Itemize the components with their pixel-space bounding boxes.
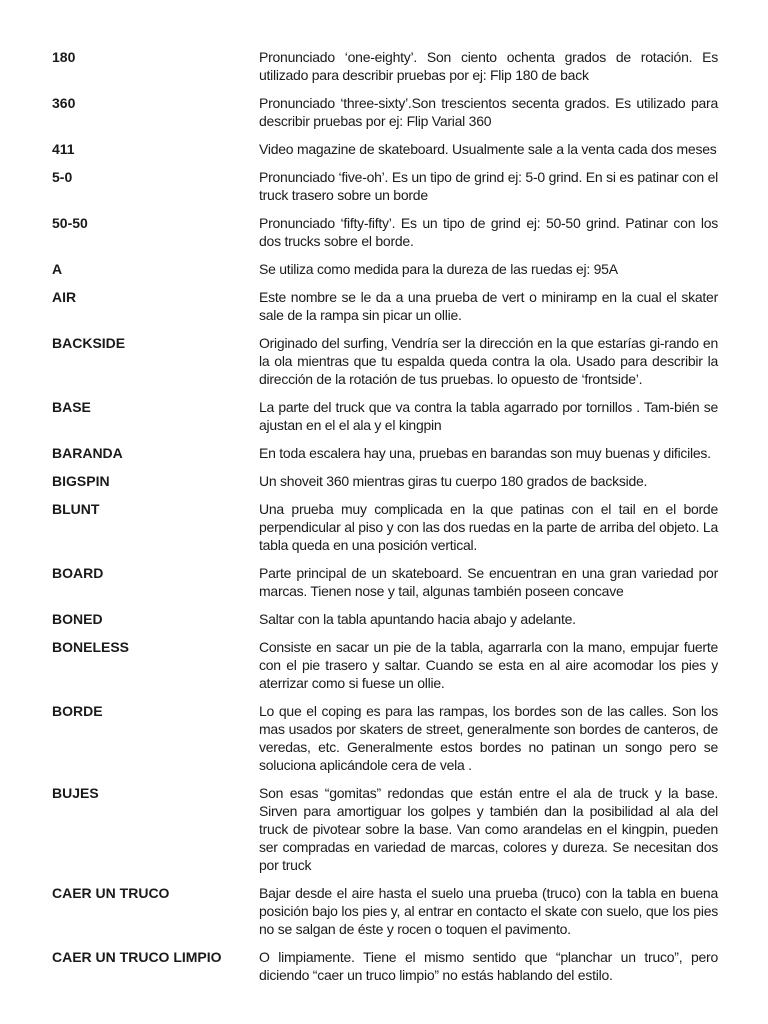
glossary-entry	[52, 472, 718, 490]
glossary-entry	[52, 948, 718, 984]
glossary-entry	[52, 168, 718, 204]
glossary-entry	[52, 48, 718, 84]
glossary-term: BASE	[52, 399, 91, 415]
glossary-definition: Un shoveit 360 mientras giras tu cuerpo 180 grados de backside.	[259, 473, 648, 489]
glossary-definition: Pronunciado ‘one-eighty’. Son ciento ochenta grados de rotación. Es utilizado para describir pruebas por ej: Flip 180 de back	[259, 49, 718, 83]
glossary-entry	[52, 884, 718, 938]
glossary-entry	[52, 214, 718, 250]
glossary-entry	[52, 444, 718, 462]
glossary-term: 50-50	[52, 215, 88, 231]
glossary-definition: Parte principal de un skateboard. Se encuentran en una gran variedad por marcas. Tienen nose y tail, algunas también poseen concave	[259, 565, 718, 599]
glossary-definition: Originado del surfing, Vendría ser la dirección en la que estarías gi-rando en la ola mientras que tu espalda queda contra la ola. Usado para describir la dirección de la rotación de tus pruebas. lo opuesto de ‘frontside’.	[259, 335, 718, 387]
glossary-definition: Pronunciado ‘three-sixty’.Son trescientos secenta grados. Es utilizado para describir pruebas por ej: Flip Varial 360	[259, 95, 718, 129]
glossary-definition: Son esas “gomitas” redondas que están entre el ala de truck y la base. Sirven para amortiguar los golpes y también dan la posibilidad al ala del truck de pivotear sobre la base. Van como arandelas en el kingpin, pueden ser compradas en variedad de marcas, colores y dureza. Se necesitan dos por truck	[259, 785, 718, 873]
glossary-term: BOARD	[52, 565, 104, 581]
glossary-definition: En toda escalera hay una, pruebas en barandas son muy buenas y dificiles.	[259, 445, 711, 461]
glossary-term: 5-0	[52, 169, 73, 185]
glossary-term: BLUNT	[52, 501, 100, 517]
glossary-definition: Una prueba muy complicada en la que patinas con el tail en el borde perpendicular al piso y con las dos ruedas en la parte de arriba del objeto. La tabla queda en una posición vertical.	[259, 501, 718, 553]
glossary-entry	[52, 94, 718, 130]
glossary-entry	[52, 638, 718, 692]
glossary-term: CAER UN TRUCO LIMPIO	[52, 949, 222, 965]
glossary-term: BARANDA	[52, 445, 123, 461]
glossary-entry	[52, 288, 718, 324]
glossary-definition: Bajar desde el aire hasta el suelo una prueba (truco) con la tabla en buena posición bajo los pies y, al entrar en contacto el skate con suelo, que los pies no se salgan de éste y rocen o toquen el pavimento.	[259, 885, 718, 937]
glossary-term: AIR	[52, 289, 77, 305]
glossary-definition: Consiste en sacar un pie de la tabla, agarrarla con la mano, empujar fuerte con el pie trasero y saltar. Cuando se esta en al aire acomodar los pies y aterrizar como si fuese un ollie.	[259, 639, 718, 691]
glossary-term: BONELESS	[52, 639, 130, 655]
glossary-list	[52, 48, 718, 994]
glossary-entry	[52, 702, 718, 774]
glossary-definition: O limpiamente. Tiene el mismo sentido que “planchar un truco”, pero diciendo “caer un truco limpio” no estás hablando del estilo.	[259, 949, 718, 983]
glossary-term: 360	[52, 95, 76, 111]
glossary-term: 180	[52, 49, 76, 65]
glossary-definition: Video magazine de skateboard. Usualmente sale a la venta cada dos meses	[259, 141, 717, 157]
glossary-entry	[52, 784, 718, 874]
glossary-term: BIGSPIN	[52, 473, 110, 489]
glossary-definition: Este nombre se le da a una prueba de vert o miniramp en la cual el skater sale de la rampa sin picar un ollie.	[259, 289, 718, 323]
glossary-entry	[52, 334, 718, 388]
glossary-term: 411	[52, 141, 75, 157]
glossary-term: BUJES	[52, 785, 99, 801]
glossary-definition: Saltar con la tabla apuntando hacia abajo y adelante.	[259, 611, 576, 627]
glossary-definition: La parte del truck que va contra la tabla agarrado por tornillos . Tam-bién se ajustan en el el ala y el kingpin	[259, 399, 718, 433]
glossary-entry	[52, 564, 718, 600]
glossary-entry	[52, 500, 718, 554]
glossary-term: CAER UN TRUCO	[52, 885, 170, 901]
glossary-term: BONED	[52, 611, 103, 627]
glossary-term: BORDE	[52, 703, 103, 719]
glossary-entry	[52, 140, 718, 158]
glossary-term: BACKSIDE	[52, 335, 126, 351]
glossary-entry	[52, 260, 718, 278]
glossary-definition: Lo que el coping es para las rampas, los bordes son de las calles. Son los mas usados por skaters de street, generalmente son bordes de canteros, de veredas, etc. Generalmente estos bordes no patinan un songo pero se soluciona aplicándole cera de vela .	[259, 703, 718, 773]
glossary-definition: Se utiliza como medida para la dureza de las ruedas ej: 95A	[259, 261, 618, 277]
glossary-definition: Pronunciado ‘five-oh’. Es un tipo de grind ej: 5-0 grind. En si es patinar con el truck trasero sobre un borde	[259, 169, 718, 203]
glossary-entry	[52, 610, 718, 628]
glossary-term: A	[52, 261, 63, 277]
glossary-entry	[52, 398, 718, 434]
glossary-definition: Pronunciado ‘fifty-fifty’. Es un tipo de grind ej: 50-50 grind. Patinar con los dos trucks sobre el borde.	[259, 215, 718, 249]
